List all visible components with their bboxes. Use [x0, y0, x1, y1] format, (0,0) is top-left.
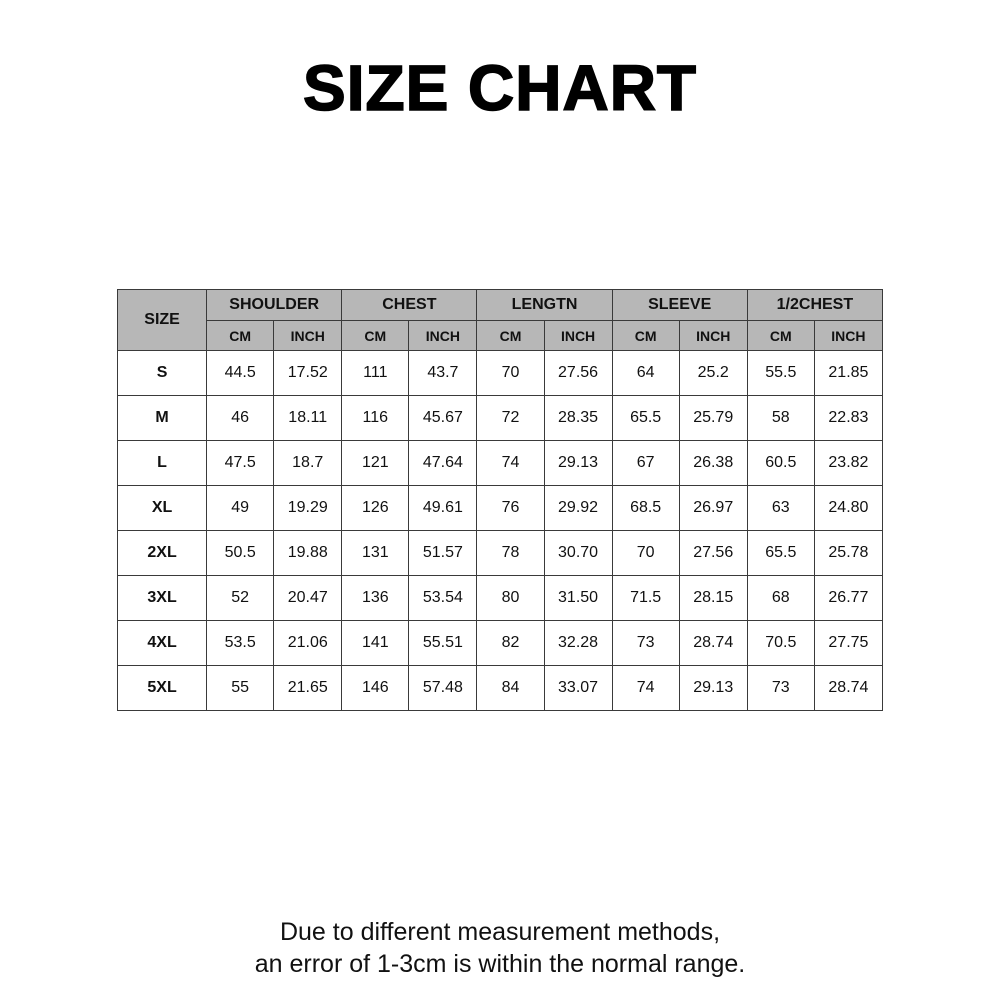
measurement-cell: 27.56: [679, 531, 747, 576]
measurement-cell: 23.82: [814, 441, 882, 486]
measurement-cell: 20.47: [274, 576, 342, 621]
measurement-cell: 27.56: [544, 351, 612, 396]
measurement-cell: 65.5: [747, 531, 814, 576]
measurement-cell: 76: [477, 486, 544, 531]
header-row-units: [118, 321, 883, 351]
measurement-cell: 82: [477, 621, 544, 666]
group-header-sleeve: SLEEVE: [612, 290, 747, 321]
measurement-cell: 60.5: [747, 441, 814, 486]
measurement-cell: 31.50: [544, 576, 612, 621]
measurement-cell: 136: [342, 576, 409, 621]
measurement-cell: 22.83: [814, 396, 882, 441]
measurement-cell: 64: [612, 351, 679, 396]
unit-header-inch: INCH: [409, 321, 477, 351]
table-row: [118, 441, 883, 486]
measurement-cell: 80: [477, 576, 544, 621]
measurement-cell: 53.54: [409, 576, 477, 621]
unit-header-cm: CM: [612, 321, 679, 351]
measurement-cell: 67: [612, 441, 679, 486]
page-title: SIZE CHART: [303, 52, 697, 124]
measurement-cell: 52: [207, 576, 274, 621]
unit-header-cm: CM: [207, 321, 274, 351]
size-label-cell: 3XL: [118, 576, 207, 621]
measurement-cell: 50.5: [207, 531, 274, 576]
measurement-cell: 19.88: [274, 531, 342, 576]
measurement-cell: 63: [747, 486, 814, 531]
size-label-cell: 2XL: [118, 531, 207, 576]
size-label-cell: M: [118, 396, 207, 441]
group-header-half-chest: 1/2CHEST: [747, 290, 882, 321]
size-label-cell: S: [118, 351, 207, 396]
measurement-cell: 141: [342, 621, 409, 666]
size-label-cell: 4XL: [118, 621, 207, 666]
measurement-cell: 146: [342, 666, 409, 711]
measurement-cell: 28.74: [679, 621, 747, 666]
unit-header-inch: INCH: [274, 321, 342, 351]
measurement-cell: 28.15: [679, 576, 747, 621]
note-line-1: Due to different measurement methods,: [279, 918, 721, 946]
measurement-cell: 53.5: [207, 621, 274, 666]
unit-header-cm: CM: [747, 321, 814, 351]
measurement-cell: 70.5: [747, 621, 814, 666]
measurement-cell: 116: [342, 396, 409, 441]
measurement-cell: 21.65: [274, 666, 342, 711]
measurement-cell: 55.51: [409, 621, 477, 666]
group-header-shoulder: SHOULDER: [207, 290, 342, 321]
table-row: [118, 486, 883, 531]
measurement-cell: 55.5: [747, 351, 814, 396]
measurement-cell: 68: [747, 576, 814, 621]
table-row: [118, 531, 883, 576]
unit-header-inch: INCH: [679, 321, 747, 351]
header-row-groups: [118, 290, 883, 321]
size-label-cell: L: [118, 441, 207, 486]
measurement-cell: 27.75: [814, 621, 882, 666]
group-header-length: LENGTN: [477, 290, 612, 321]
measurement-cell: 58: [747, 396, 814, 441]
measurement-cell: 74: [612, 666, 679, 711]
measurement-cell: 74: [477, 441, 544, 486]
size-label-cell: 5XL: [118, 666, 207, 711]
measurement-cell: 84: [477, 666, 544, 711]
measurement-cell: 57.48: [409, 666, 477, 711]
table-row: [118, 621, 883, 666]
measurement-cell: 78: [477, 531, 544, 576]
measurement-cell: 32.28: [544, 621, 612, 666]
measurement-cell: 25.78: [814, 531, 882, 576]
measurement-cell: 28.74: [814, 666, 882, 711]
measurement-cell: 26.97: [679, 486, 747, 531]
measurement-cell: 19.29: [274, 486, 342, 531]
measurement-cell: 45.67: [409, 396, 477, 441]
measurement-cell: 73: [612, 621, 679, 666]
unit-header-cm: CM: [342, 321, 409, 351]
unit-header-inch: INCH: [814, 321, 882, 351]
table-row: [118, 396, 883, 441]
measurement-cell: 29.13: [679, 666, 747, 711]
measurement-cell: 46: [207, 396, 274, 441]
measurement-cell: 21.06: [274, 621, 342, 666]
measurement-cell: 29.13: [544, 441, 612, 486]
note-line-2: an error of 1-3cm is within the normal range.: [254, 950, 746, 978]
measurement-cell: 44.5: [207, 351, 274, 396]
unit-header-inch: INCH: [544, 321, 612, 351]
measurement-cell: 21.85: [814, 351, 882, 396]
measurement-cell: 25.79: [679, 396, 747, 441]
measurement-cell: 121: [342, 441, 409, 486]
group-header-chest: CHEST: [342, 290, 477, 321]
table-row: [118, 351, 883, 396]
measurement-cell: 25.2: [679, 351, 747, 396]
measurement-cell: 26.38: [679, 441, 747, 486]
size-table-body: [118, 351, 883, 711]
measurement-cell: 43.7: [409, 351, 477, 396]
measurement-cell: 73: [747, 666, 814, 711]
table-row: [118, 666, 883, 711]
measurement-cell: 47.5: [207, 441, 274, 486]
size-column-header: SIZE: [118, 290, 207, 351]
measurement-cell: 29.92: [544, 486, 612, 531]
table-row: [118, 576, 883, 621]
measurement-cell: 126: [342, 486, 409, 531]
measurement-cell: 26.77: [814, 576, 882, 621]
measurement-cell: 55: [207, 666, 274, 711]
size-label-cell: XL: [118, 486, 207, 531]
unit-header-cm: CM: [477, 321, 544, 351]
measurement-cell: 47.64: [409, 441, 477, 486]
measurement-cell: 68.5: [612, 486, 679, 531]
measurement-cell: 49.61: [409, 486, 477, 531]
measurement-cell: 51.57: [409, 531, 477, 576]
measurement-cell: 24.80: [814, 486, 882, 531]
measurement-cell: 33.07: [544, 666, 612, 711]
measurement-cell: 17.52: [274, 351, 342, 396]
measurement-cell: 71.5: [612, 576, 679, 621]
measurement-cell: 65.5: [612, 396, 679, 441]
measurement-cell: 18.11: [274, 396, 342, 441]
measurement-cell: 70: [612, 531, 679, 576]
size-chart-table: [117, 289, 883, 711]
measurement-cell: 131: [342, 531, 409, 576]
measurement-cell: 28.35: [544, 396, 612, 441]
measurement-cell: 70: [477, 351, 544, 396]
measurement-cell: 30.70: [544, 531, 612, 576]
measurement-cell: 72: [477, 396, 544, 441]
measurement-cell: 111: [342, 351, 409, 396]
measurement-cell: 18.7: [274, 441, 342, 486]
measurement-cell: 49: [207, 486, 274, 531]
measurement-note: [0, 916, 1000, 980]
